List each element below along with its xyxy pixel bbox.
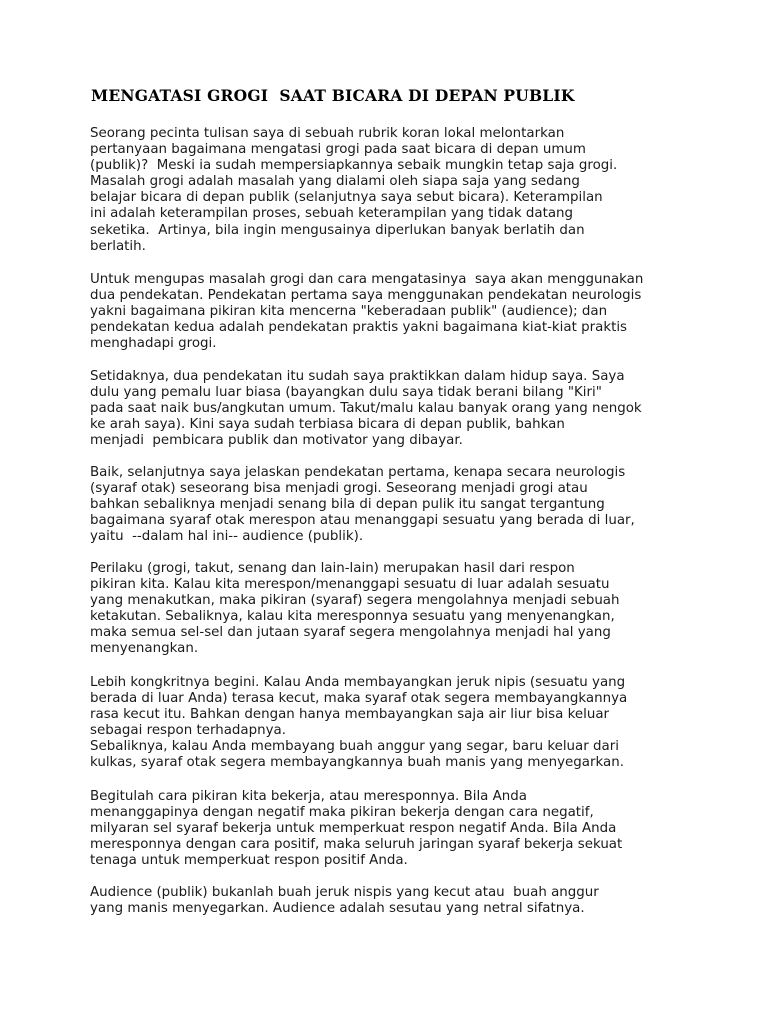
text-line: dua pendekatan. Pendekatan pertama saya menggunakan pendekatan neurologis [90, 288, 642, 304]
text-line: yang menakutkan, maka pikiran (syaraf) segera mengolahnya menjadi sebuah [90, 593, 620, 609]
text-line: (publik)? Meski ia sudah mempersiapkannya sebaik mungkin tetap saja grogi. [90, 158, 618, 174]
text-line: Begitulah cara pikiran kita bekerja, atau meresponnya. Bila Anda [90, 789, 527, 804]
document-title: MENGATASI GROGI SAAT BICARA DI DEPAN PUBLIK [91, 86, 575, 105]
text-line: Audience (publik) bukanlah buah jeruk nispis yang kecut atau buah anggur [90, 885, 599, 900]
text-line: ini adalah keterampilan proses, sebuah keterampilan yang tidak datang [90, 206, 574, 222]
text-line: pertanyaan bagaimana mengatasi grogi pada saat bicara di depan umum [90, 142, 586, 158]
text-line: Sebaliknya, kalau Anda membayang buah anggur yang segar, baru keluar dari [90, 739, 619, 755]
paragraph-approaches [90, 272, 643, 352]
text-line: menyenangkan. [90, 641, 199, 657]
text-line: Setidaknya, dua pendekatan itu sudah saya praktikkan dalam hidup saya. Saya [90, 369, 625, 384]
text-line: pikiran kita. Kalau kita merespon/menanggapi sesuatu di luar adalah sesuatu [90, 577, 610, 593]
text-line: menjadi pembicara publik dan motivator yang dibayar. [90, 433, 463, 449]
text-line: Masalah grogi adalah masalah yang dialami oleh siapa saja yang sedang [90, 174, 580, 190]
text-line: yang manis menyegarkan. Audience adalah sesutau yang netral sifatnya. [90, 901, 585, 917]
text-line: Baik, selanjutnya saya jelaskan pendekatan pertama, kenapa secara neurologis [90, 465, 626, 480]
text-line: ketakutan. Sebaliknya, kalau kita meresponnya sesuatu yang menyenangkan, [90, 609, 615, 625]
text-line: bahkan sebaliknya menjadi senang bila di depan pulik itu sangat tergantung [90, 497, 605, 513]
text-line: Untuk mengupas masalah grogi dan cara mengatasinya saya akan menggunakan [90, 272, 644, 287]
text-line: tenaga untuk memperkuat respon positif Anda. [90, 853, 408, 869]
paragraph-intro [90, 126, 617, 255]
text-line: belajar bicara di depan publik (selanjutnya saya sebut bicara). Keterampilan [90, 190, 603, 206]
text-line: yaitu --dalam hal ini-- audience (publik). [90, 529, 364, 545]
paragraph-experience [90, 369, 642, 449]
paragraph-neurology [90, 465, 635, 545]
text-line: Seorang pecinta tulisan saya di sebuah rubrik koran lokal melontarkan [90, 126, 565, 141]
text-line: pada saat naik bus/angkutan umum. Takut/malu kalau banyak orang yang nengok [90, 401, 642, 417]
text-line: berlatih. [90, 238, 146, 254]
text-line: yakni bagaimana pikiran kita mencerna "keberadaan publik" (audience); dan [90, 304, 608, 320]
text-line: Perilaku (grogi, takut, senang dan lain-lain) merupakan hasil dari respon [90, 561, 575, 576]
text-line: maka semua sel-sel dan jutaan syaraf segera mengolahnya menjadi hal yang [90, 625, 611, 641]
text-line: Lebih kongkritnya begini. Kalau Anda membayangkan jeruk nipis (sesuatu yang [90, 675, 626, 690]
text-line: (syaraf otak) seseorang bisa menjadi grogi. Seseorang menjadi grogi atau [90, 481, 588, 497]
paragraph-mind-response [90, 789, 622, 869]
text-line: seketika. Artinya, bila ingin mengusainya diperlukan banyak berlatih dan [90, 222, 585, 238]
text-line: menanggapinya dengan negatif maka pikiran bekerja dengan cara negatif, [90, 805, 594, 821]
text-line: berada di luar Anda) terasa kecut, maka syaraf otak segera membayangkannya [90, 691, 628, 707]
text-line: dulu yang pemalu luar biasa (bayangkan dulu saya tidak berani bilang "Kiri" [90, 385, 602, 401]
paragraph-behavior [90, 561, 620, 658]
paragraph-example [90, 675, 627, 772]
text-line: menghadapi grogi. [90, 336, 217, 352]
paragraph-audience [90, 885, 599, 917]
text-line: ke arah saya). Kini saya sudah terbiasa bicara di depan publik, bahkan [90, 417, 565, 433]
text-line: bagaimana syaraf otak merespon atau menanggapi sesuatu yang berada di luar, [90, 513, 635, 529]
text-line: milyaran sel syaraf bekerja untuk memperkuat respon negatif Anda. Bila Anda [90, 821, 617, 837]
text-line: kulkas, syaraf otak segera membayangkannya buah manis yang menyegarkan. [90, 755, 624, 771]
text-line: pendekatan kedua adalah pendekatan praktis yakni bagaimana kiat-kiat praktis [90, 320, 628, 336]
text-line: sebagai respon terhadapnya. [90, 723, 286, 739]
text-line: meresponnya dengan cara positif, maka seluruh jaringan syaraf bekerja sekuat [90, 837, 623, 853]
text-line: rasa kecut itu. Bahkan dengan hanya membayangkan saja air liur bisa keluar [90, 707, 610, 723]
